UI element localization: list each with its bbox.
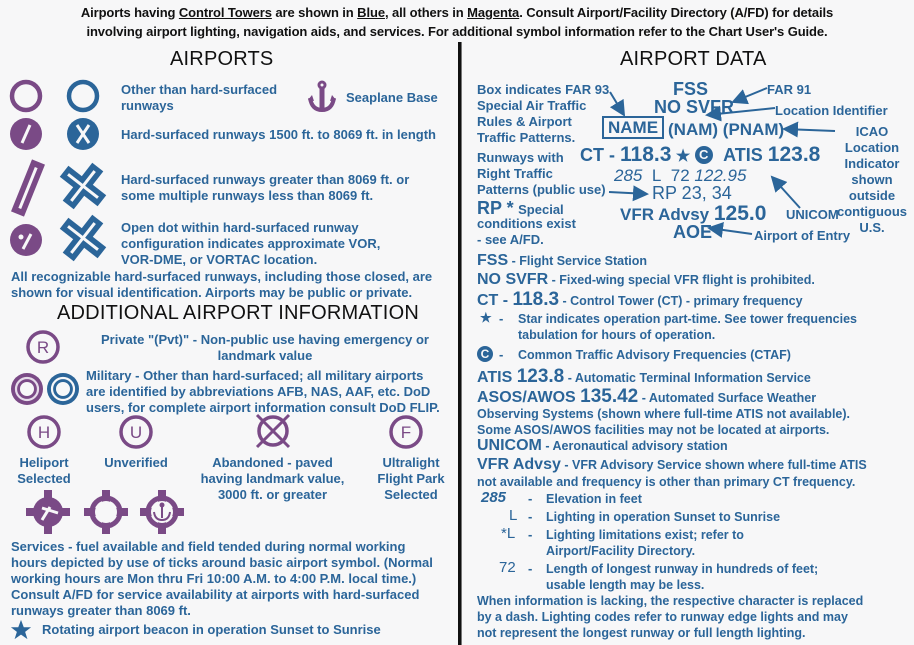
ultralight-line: Ultralight	[382, 455, 440, 470]
abandoned-line: Abandoned - paved	[212, 455, 333, 470]
private-line: landmark value	[217, 348, 313, 363]
beacon-label: Rotating airport beacon in operation Sunset to Sunrise	[42, 622, 381, 637]
legend-ctaf-icon: C	[477, 346, 493, 362]
icao-line: ICAO	[855, 124, 889, 139]
legend-num: 118.3	[512, 289, 560, 310]
code-lighting-desc: Lighting in operation Sunset to Sunrise	[546, 510, 781, 524]
legend-asos-desc	[477, 406, 850, 438]
intro-text	[0, 3, 914, 41]
heliport-glyph: H	[37, 423, 51, 442]
ctaf-icon: C	[695, 146, 713, 164]
airport-hard-blue-icon	[65, 116, 101, 152]
code-dash: -	[528, 491, 533, 506]
abandoned-label	[195, 455, 350, 503]
abandoned-line: having landmark value,	[200, 471, 345, 486]
vfr-freq: 125.0	[713, 202, 767, 225]
military-blue-icon	[44, 370, 82, 408]
name-box: NAME	[602, 116, 664, 139]
heliport-line: Selected	[17, 471, 71, 486]
heliport-icon	[25, 413, 63, 451]
box-note-line: Rules & Airport	[477, 114, 572, 129]
intro-line1-part: are shown in	[271, 5, 358, 20]
diagram-fss: FSS	[673, 79, 709, 99]
diagram-no-svfr: NO SVFR	[654, 97, 735, 117]
special-line: - see A/FD.	[477, 232, 544, 247]
legend-key: VFR Advsy	[477, 456, 561, 473]
services-hard-runway-icon	[26, 490, 70, 534]
military-label	[86, 368, 440, 416]
abandoned-airport-icon	[253, 411, 293, 451]
right-traffic-line: Right Traffic	[477, 166, 553, 181]
legend-desc: Observing Systems (shown where full-time ATIS not available).	[477, 407, 850, 421]
diagram-aoe: AOE	[673, 222, 713, 242]
box-note-line: Special Air Traffic	[477, 98, 587, 113]
legend-vfr-desc2: not available and frequency is other than primary CT frequency.	[477, 475, 856, 489]
special-line: conditions exist	[477, 216, 576, 231]
box-note-line: Box indicates FAR 93	[477, 82, 610, 97]
airports-title: AIRPORTS	[170, 48, 274, 70]
legend-key: NO SVFR	[477, 271, 549, 288]
military-magenta-icon	[8, 370, 46, 408]
legend-ctaf-desc: Common Traffic Advisory Frequencies (CTAF)	[518, 348, 791, 362]
vfr-prefix: VFR Advsy	[620, 205, 714, 224]
code-dash: -	[528, 509, 533, 524]
open-dot-line: configuration indicates approximate VOR,	[121, 236, 381, 251]
airport-hard-magenta-icon	[8, 116, 44, 152]
ultralight-line: Flight Park	[377, 471, 445, 486]
services-other-icon	[84, 490, 128, 534]
other-than-hard-label	[121, 82, 277, 114]
lighting: L	[651, 166, 662, 185]
unicom-freq: 122.95	[694, 166, 747, 185]
icao-line: contiguous U.S.	[836, 204, 908, 235]
code-lighting-limits: *L	[501, 525, 516, 542]
code-dash: -	[528, 527, 533, 542]
private-glyph: R	[36, 338, 50, 357]
code-desc-line: Lighting limitations exist; refer to	[546, 528, 744, 542]
rp-star: RP *	[477, 198, 514, 218]
legend-num: 135.42	[580, 386, 639, 407]
pnam: (PNAM)	[722, 120, 785, 139]
other-than-hard-line: runways	[121, 98, 174, 113]
private-airport-icon	[24, 328, 62, 366]
intro-line1-part: . Consult Airport/Facility Directory (A/FD) for details	[519, 5, 834, 20]
services-line: hours depicted by use of ticks around basic airport symbol. (Normal	[11, 555, 433, 570]
legend-key: ASOS/AWOS	[477, 389, 581, 406]
special-label: Special	[518, 202, 564, 217]
diagram-location-identifier: Location Identifier	[775, 103, 888, 118]
legend-desc: - Fixed-wing special VFR flight is prohibited.	[548, 273, 815, 287]
airport-other-blue-icon	[65, 78, 101, 114]
legend-star-icon: ★	[480, 310, 492, 325]
legend-desc: - Control Tower (CT) - primary frequency	[559, 294, 803, 308]
military-line: are identified by abbreviations AFB, NAS, AAF, etc. DoD	[86, 384, 431, 399]
legend-star-desc	[518, 311, 857, 343]
additional-title: ADDITIONAL AIRPORT INFORMATION	[57, 302, 419, 324]
legend-unicom	[477, 437, 728, 455]
intro-blue: Blue	[357, 5, 385, 20]
open-dot-line: Open dot within hard-surfaced runway	[121, 220, 359, 235]
ultralight-icon	[387, 413, 425, 451]
code-desc-line: Airport/Facility Directory.	[546, 544, 696, 558]
footer-line: not represent the longest runway or full length lighting.	[477, 626, 806, 640]
footer-line: by a dash. Lighting codes refer to runway edge lights and may	[477, 610, 848, 624]
legend-key: UNICOM	[477, 437, 542, 454]
ultralight-line: Selected	[384, 487, 438, 502]
military-line: users, for complete airport information consult DoD FLIP.	[86, 400, 440, 415]
diagram-airport-of-entry: Airport of Entry	[754, 228, 851, 243]
icao-line: Location	[844, 140, 900, 155]
diagram-arrows	[457, 70, 914, 250]
box-note-line: Traffic Patterns.	[477, 130, 576, 145]
unverified-glyph: U	[129, 423, 143, 442]
hard-greater-label	[121, 172, 409, 204]
code-lighting: L	[509, 507, 518, 524]
legend-asos	[477, 386, 816, 408]
private-line: Private "(Pvt)" - Non-public use having emergency or	[100, 332, 429, 347]
legend-key: ATIS	[477, 369, 517, 386]
airport-vor-blue-icon	[55, 212, 111, 264]
legend-desc: - Aeronautical advisory station	[541, 439, 728, 453]
legend-dash: -	[499, 311, 504, 326]
airport-data-footer	[477, 593, 863, 641]
other-than-hard-line: Other than hard-surfaced	[121, 82, 278, 97]
ct-prefix: CT -	[580, 145, 620, 165]
diagram-far91: FAR 91	[767, 82, 812, 97]
code-elev: 285	[481, 489, 507, 506]
legend-desc: tabulation for hours of operation.	[518, 328, 716, 342]
ultralight-glyph: F	[400, 423, 412, 442]
legend-num: 123.8	[516, 366, 565, 387]
legend-atis	[477, 366, 811, 388]
length: 72	[670, 166, 690, 185]
legend-desc: - Automatic Terminal Information Service	[564, 371, 811, 385]
legend-desc: - VFR Advisory Service shown where full-time ATIS	[560, 458, 867, 472]
legend-dash: -	[499, 347, 504, 362]
code-desc-line: usable length may be less.	[546, 578, 705, 592]
airport-long-runway-blue-icon	[55, 160, 111, 212]
airports-note-line: shown for visual identification. Airports may be public or private.	[11, 285, 413, 300]
private-label	[90, 332, 440, 364]
atis-freq: 123.8	[767, 143, 821, 166]
legend-desc: - Automated Surface Weather	[638, 391, 817, 405]
ultralight-label	[370, 455, 452, 503]
unverified-icon	[117, 413, 155, 451]
services-seaplane-icon	[140, 490, 184, 534]
diagram-rp: RP 23, 34	[652, 183, 732, 203]
nam: (NAM)	[668, 120, 719, 139]
intro-control-towers: Control Towers	[178, 5, 272, 20]
hard-greater-line: some multiple runways less than 8069 ft.	[121, 188, 374, 203]
legend-key: FSS	[477, 252, 509, 269]
right-traffic-line: Runways with	[477, 150, 564, 165]
intro-line1-part: Airports having	[80, 5, 179, 20]
rotating-beacon-star-icon	[10, 619, 32, 641]
intro-magenta: Magenta	[467, 5, 520, 20]
services-line: Services - fuel available and field tended during normal working	[11, 539, 406, 554]
open-dot-line: VOR-DME, or VORTAC location.	[121, 252, 318, 267]
abandoned-line: 3000 ft. or greater	[217, 487, 328, 502]
right-traffic-line: Patterns (public use)	[477, 182, 606, 197]
legend-desc: Star indicates operation part-time. See tower frequencies	[518, 312, 857, 326]
legend-desc: - Flight Service Station	[508, 254, 648, 268]
services-line: Consult A/FD for service availability at airports with hard-surfaced	[11, 587, 420, 602]
services-text	[11, 539, 433, 619]
footer-line: When information is lacking, the respective character is replaced	[477, 594, 864, 608]
airport-other-magenta-icon	[8, 78, 44, 114]
elev: 285	[614, 166, 643, 185]
seaplane-label: Seaplane Base	[346, 90, 438, 105]
airports-note-line: All recognizable hard-surfaced runways, including those closed, are	[11, 269, 433, 284]
airport-vor-magenta-icon	[8, 222, 44, 258]
code-dash: -	[528, 561, 533, 576]
hard-greater-line: Hard-surfaced runways greater than 8069 ft. or	[121, 172, 410, 187]
part-time-star-icon: ★	[675, 148, 691, 165]
airports-note	[11, 269, 432, 301]
hard-1500-label: Hard-surfaced runways 1500 ft. to 8069 ft. in length	[121, 127, 436, 142]
legend-desc: Some ASOS/AWOS facilities may not be located at airports.	[477, 423, 830, 437]
icao-line: shown outside	[848, 172, 896, 203]
services-line: working hours are Mon thru Fri 10:00 A.M. to 4:00 P.M. local time.)	[11, 571, 417, 586]
ct-freq: 118.3	[620, 143, 672, 166]
icao-line: Indicator	[844, 156, 900, 171]
intro-line1-part: , all others in	[384, 5, 468, 20]
legend-vfr	[477, 456, 867, 474]
legend-fss	[477, 252, 647, 270]
intro-line2: involving airport lighting, navigation aids, and services. For additional symbol information refer to the Chart User's Guide.	[86, 24, 828, 39]
seaplane-anchor-icon	[307, 80, 337, 114]
legend-ct	[477, 289, 803, 311]
code-length-desc	[546, 561, 818, 593]
airport-long-runway-magenta-icon	[8, 158, 48, 218]
unverified-label: Unverified	[104, 455, 168, 470]
diagram-unicom: UNICOM	[786, 207, 839, 222]
atis-prefix: ATIS	[723, 145, 768, 165]
code-length: 72	[499, 559, 516, 576]
military-line: Military - Other than hard-surfaced; all military airports	[86, 368, 424, 383]
legend-key: CT -	[477, 292, 513, 309]
heliport-line: Heliport	[19, 455, 69, 470]
code-elev-desc: Elevation in feet	[546, 492, 642, 506]
code-desc-line: Length of longest runway in hundreds of feet;	[546, 562, 819, 576]
legend-no-svfr	[477, 271, 815, 289]
airport-data-title: AIRPORT DATA	[620, 48, 767, 70]
services-line: runways greater than 8069 ft.	[11, 603, 191, 618]
heliport-label	[4, 455, 84, 487]
open-dot-label	[121, 220, 380, 268]
code-lighting-limits-desc	[546, 527, 744, 559]
